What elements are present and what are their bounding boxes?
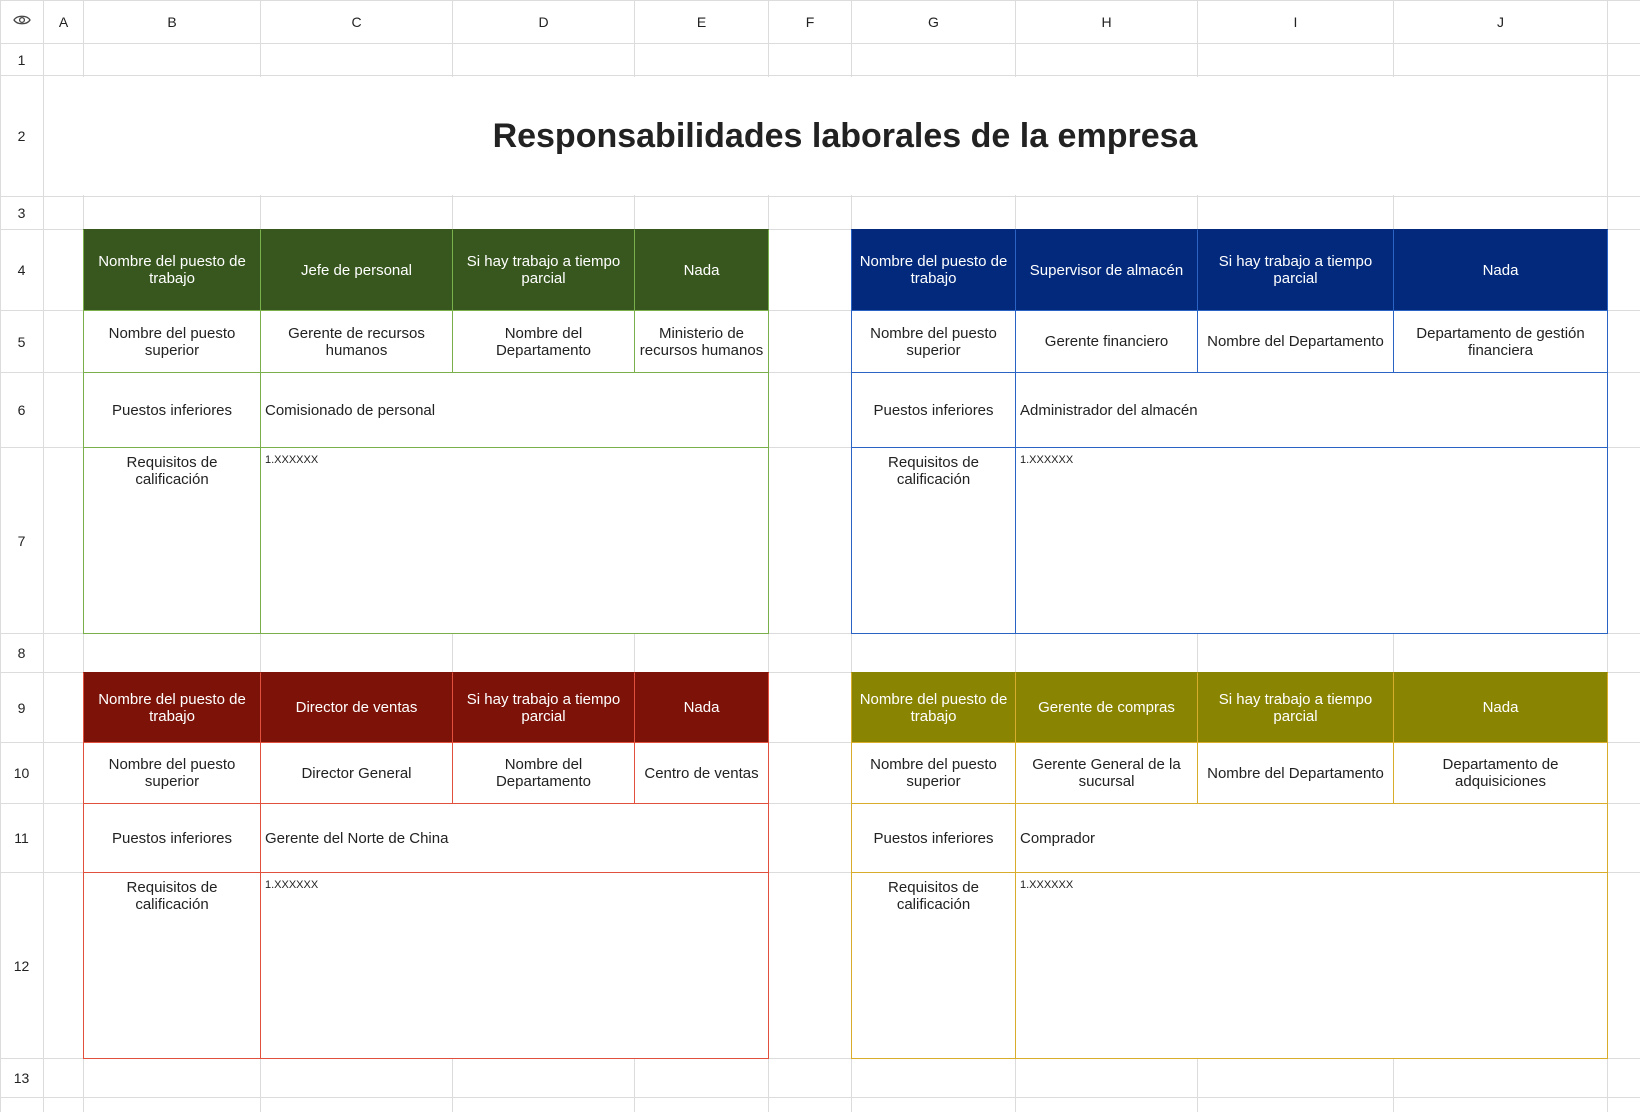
table-1-department-value[interactable]: Ministerio de recursos humanos xyxy=(634,310,769,373)
column-header-e[interactable]: E xyxy=(635,1,768,42)
table-3-job-name-label[interactable]: Nombre del puesto de trabajo xyxy=(83,672,261,743)
row-header-8[interactable]: 8 xyxy=(1,634,42,672)
table-4-requirements-label[interactable]: Requisitos de calificación xyxy=(851,872,1016,1059)
table-3-inferior-label[interactable]: Puestos inferiores xyxy=(83,803,261,873)
table-4-requirements-value[interactable]: 1.XXXXXX xyxy=(1015,872,1608,1059)
column-header-d[interactable]: D xyxy=(453,1,634,42)
gridline-h xyxy=(0,43,1640,44)
table-2-requirements-label[interactable]: Requisitos de calificación xyxy=(851,447,1016,634)
row-header-12[interactable]: 12 xyxy=(1,873,42,1058)
table-2-requirements-value[interactable]: 1.XXXXXX xyxy=(1015,447,1608,634)
table-3-department-label[interactable]: Nombre del Departamento xyxy=(452,742,635,804)
column-header-f[interactable]: F xyxy=(769,1,851,42)
row-header-13[interactable]: 13 xyxy=(1,1059,42,1097)
table-1-requirements-value[interactable]: 1.XXXXXX xyxy=(260,447,769,634)
table-1-requirements-label[interactable]: Requisitos de calificación xyxy=(83,447,261,634)
table-1-job-name-label[interactable]: Nombre del puesto de trabajo xyxy=(83,229,261,311)
table-2-job-name[interactable]: Supervisor de almacén xyxy=(1015,229,1198,311)
table-3-job-name[interactable]: Director de ventas xyxy=(260,672,453,743)
row-header-3[interactable]: 3 xyxy=(1,197,42,229)
table-1-part-time-label[interactable]: Si hay trabajo a tiempo parcial xyxy=(452,229,635,311)
table-1-department-label[interactable]: Nombre del Departamento xyxy=(452,310,635,373)
table-1-inferior-value[interactable]: Comisionado de personal xyxy=(260,372,769,448)
gridline-h xyxy=(0,1097,1640,1098)
row-header-5[interactable]: 5 xyxy=(1,311,42,372)
table-1-superior-label[interactable]: Nombre del puesto superior xyxy=(83,310,261,373)
table-2-inferior-label[interactable]: Puestos inferiores xyxy=(851,372,1016,448)
table-4-superior-label[interactable]: Nombre del puesto superior xyxy=(851,742,1016,804)
gridline-h xyxy=(0,196,1640,197)
table-3-superior-label[interactable]: Nombre del puesto superior xyxy=(83,742,261,804)
column-header-g[interactable]: G xyxy=(852,1,1015,42)
table-3-inferior-value[interactable]: Gerente del Norte de China xyxy=(260,803,769,873)
table-4-part-time-label[interactable]: Si hay trabajo a tiempo parcial xyxy=(1197,672,1394,743)
table-4-inferior-label[interactable]: Puestos inferiores xyxy=(851,803,1016,873)
column-header-h[interactable]: H xyxy=(1016,1,1197,42)
row-header-6[interactable]: 6 xyxy=(1,373,42,447)
eye-icon xyxy=(13,13,31,31)
table-2-superior-value[interactable]: Gerente financiero xyxy=(1015,310,1198,373)
table-4-superior-value[interactable]: Gerente General de la sucursal xyxy=(1015,742,1198,804)
table-1-job-name[interactable]: Jefe de personal xyxy=(260,229,453,311)
visibility-toggle[interactable] xyxy=(0,0,43,43)
gridline-h xyxy=(0,0,1640,1)
table-2-part-time-label[interactable]: Si hay trabajo a tiempo parcial xyxy=(1197,229,1394,311)
row-header-7[interactable]: 7 xyxy=(1,448,42,633)
gridline-v xyxy=(0,0,1,1112)
column-header-i[interactable]: I xyxy=(1198,1,1393,42)
table-4-department-value[interactable]: Departamento de adquisiciones xyxy=(1393,742,1608,804)
table-3-requirements-value[interactable]: 1.XXXXXX xyxy=(260,872,769,1059)
table-2-part-time-value[interactable]: Nada xyxy=(1393,229,1608,311)
row-header-1[interactable]: 1 xyxy=(1,44,42,75)
table-2-inferior-value[interactable]: Administrador del almacén xyxy=(1015,372,1608,448)
table-1-superior-value[interactable]: Gerente de recursos humanos xyxy=(260,310,453,373)
table-2-department-value[interactable]: Departamento de gestión financiera xyxy=(1393,310,1608,373)
table-3-part-time-value[interactable]: Nada xyxy=(634,672,769,743)
table-3-requirements-label[interactable]: Requisitos de calificación xyxy=(83,872,261,1059)
table-2-department-label[interactable]: Nombre del Departamento xyxy=(1197,310,1394,373)
table-3-department-value[interactable]: Centro de ventas xyxy=(634,742,769,804)
table-4-part-time-value[interactable]: Nada xyxy=(1393,672,1608,743)
table-1-inferior-label[interactable]: Puestos inferiores xyxy=(83,372,261,448)
row-header-4[interactable]: 4 xyxy=(1,230,42,310)
table-2-job-name-label[interactable]: Nombre del puesto de trabajo xyxy=(851,229,1016,311)
column-header-b[interactable]: B xyxy=(84,1,260,42)
table-4-inferior-value[interactable]: Comprador xyxy=(1015,803,1608,873)
column-header-j[interactable]: J xyxy=(1394,1,1607,42)
row-header-9[interactable]: 9 xyxy=(1,673,42,742)
column-header-a[interactable]: A xyxy=(44,1,83,42)
row-header-11[interactable]: 11 xyxy=(1,804,42,872)
gridline-v xyxy=(43,0,44,1112)
table-2-superior-label[interactable]: Nombre del puesto superior xyxy=(851,310,1016,373)
table-1-part-time-value[interactable]: Nada xyxy=(634,229,769,311)
row-header-2[interactable]: 2 xyxy=(1,76,42,196)
sheet-title[interactable]: Responsabilidades laborales de la empresa xyxy=(83,77,1607,195)
table-3-part-time-label[interactable]: Si hay trabajo a tiempo parcial xyxy=(452,672,635,743)
gridline-h xyxy=(0,75,1640,76)
table-4-job-name[interactable]: Gerente de compras xyxy=(1015,672,1198,743)
table-4-job-name-label[interactable]: Nombre del puesto de trabajo xyxy=(851,672,1016,743)
table-3-superior-value[interactable]: Director General xyxy=(260,742,453,804)
column-header-c[interactable]: C xyxy=(261,1,452,42)
table-4-department-label[interactable]: Nombre del Departamento xyxy=(1197,742,1394,804)
row-header-10[interactable]: 10 xyxy=(1,743,42,803)
